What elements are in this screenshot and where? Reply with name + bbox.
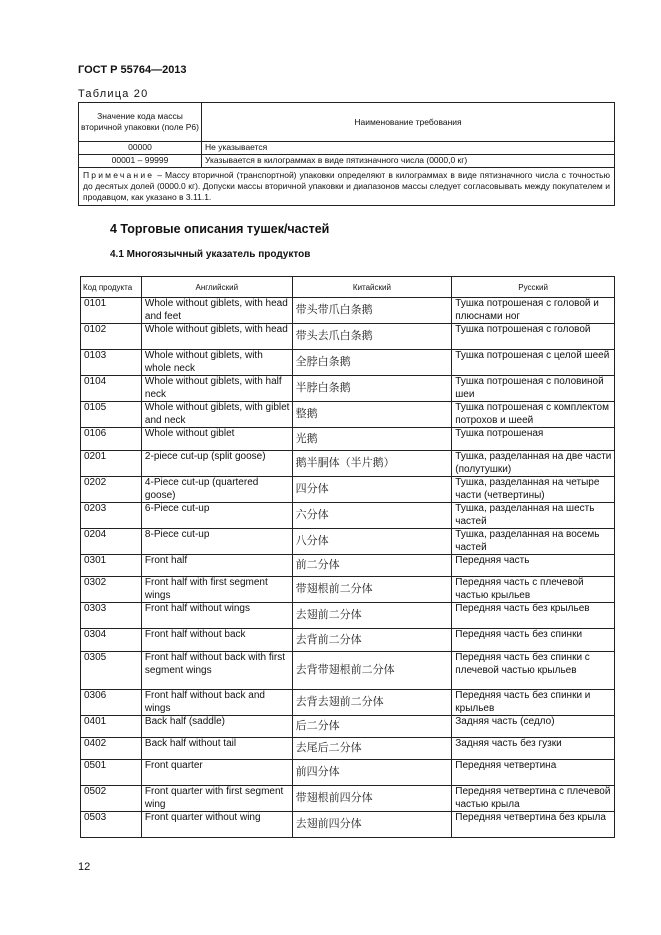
table-row bbox=[81, 298, 615, 324]
product-code-cell: 0402 bbox=[81, 738, 142, 760]
product-code-cell: 0203 bbox=[81, 503, 142, 529]
english-name-cell: 8-Piece cut-up bbox=[141, 529, 292, 555]
chinese-name-cell: 后二分体 bbox=[292, 716, 452, 738]
chinese-name-cell: 去翅前四分体 bbox=[292, 812, 452, 838]
russian-name-cell: Задняя часть без гузки bbox=[452, 738, 615, 760]
chinese-name-cell: 带头去爪白条鹅 bbox=[292, 324, 452, 350]
english-name-cell: Front half without back with first segment wings bbox=[141, 652, 292, 690]
standard-header: ГОСТ Р 55764—2013 bbox=[78, 64, 187, 76]
russian-name-cell: Передняя часть без спинки с плечевой частью крыльев bbox=[452, 652, 615, 690]
chinese-name-cell: 光鹅 bbox=[292, 428, 452, 451]
russian-name-cell: Тушка потрошеная с головой и плюснами ног bbox=[452, 298, 615, 324]
table-row bbox=[81, 376, 615, 402]
chinese-name-cell: 去翅前二分体 bbox=[292, 603, 452, 629]
product-code-cell: 0502 bbox=[81, 786, 142, 812]
table-row bbox=[81, 786, 615, 812]
col-chinese-header: Китайский bbox=[292, 277, 452, 298]
table-row bbox=[81, 428, 615, 451]
col-english-header: Английский bbox=[141, 277, 292, 298]
russian-name-cell: Передняя часть без крыльев bbox=[452, 603, 615, 629]
table-row bbox=[81, 451, 615, 477]
product-code-cell: 0301 bbox=[81, 555, 142, 577]
section-heading: 4 Торговые описания тушек/частей bbox=[110, 222, 330, 236]
russian-name-cell: Тушка потрошеная с половиной шеи bbox=[452, 376, 615, 402]
product-code-cell: 0105 bbox=[81, 402, 142, 428]
english-name-cell: Front half bbox=[141, 555, 292, 577]
table-20-caption: Таблица 20 bbox=[78, 88, 149, 100]
table-row bbox=[81, 477, 615, 503]
english-name-cell: Front half without wings bbox=[141, 603, 292, 629]
chinese-name-cell: 八分体 bbox=[292, 529, 452, 555]
chinese-name-cell: 去背去翅前二分体 bbox=[292, 690, 452, 716]
product-code-cell: 0401 bbox=[81, 716, 142, 738]
table-row bbox=[81, 324, 615, 350]
english-name-cell: Front half without back and wings bbox=[141, 690, 292, 716]
english-name-cell: Front half without back bbox=[141, 629, 292, 652]
russian-name-cell: Тушка потрошеная bbox=[452, 428, 615, 451]
english-name-cell: Front quarter with first segment wing bbox=[141, 786, 292, 812]
table-20-col1-header: Значение кода массы вторичной упаковки (поле Р6) bbox=[79, 103, 202, 142]
table-20-code: 00001 – 99999 bbox=[79, 155, 202, 168]
chinese-name-cell: 前二分体 bbox=[292, 555, 452, 577]
note-text: – Массу вторичной (транспортной) упаковки определяют в килограммах в виде пятизначного числа с точностью до десятых долей (0000.0 кг). Допуски массы вторичной упаковки и диапазонов массы следует согласовывать между покупателем и продавцом, как указано в 3.11.1. bbox=[83, 170, 610, 202]
table-row bbox=[81, 402, 615, 428]
product-code-cell: 0204 bbox=[81, 529, 142, 555]
russian-name-cell: Тушка, разделанная на шесть частей bbox=[452, 503, 615, 529]
chinese-name-cell: 半脖白条鹅 bbox=[292, 376, 452, 402]
table-20-requirement: Указывается в килограммах в виде пятизначного числа (0000,0 кг) bbox=[202, 155, 615, 168]
russian-name-cell: Передняя четвертина без крыла bbox=[452, 812, 615, 838]
product-code-cell: 0102 bbox=[81, 324, 142, 350]
table-row bbox=[81, 812, 615, 838]
english-name-cell: Back half without tail bbox=[141, 738, 292, 760]
english-name-cell: Front half with first segment wings bbox=[141, 577, 292, 603]
table-row bbox=[81, 629, 615, 652]
table-20-note bbox=[79, 168, 615, 206]
russian-name-cell: Передняя часть bbox=[452, 555, 615, 577]
english-name-cell: Whole without giblets, with giblet and neck bbox=[141, 402, 292, 428]
chinese-name-cell: 去背带翅根前二分体 bbox=[292, 652, 452, 690]
subsection-heading: 4.1 Многоязычный указатель продуктов bbox=[110, 249, 311, 260]
english-name-cell: Whole without giblets, with half neck bbox=[141, 376, 292, 402]
product-code-cell: 0303 bbox=[81, 603, 142, 629]
russian-name-cell: Тушка, разделанная на четыре части (четвертины) bbox=[452, 477, 615, 503]
russian-name-cell: Тушка потрошеная с комплектом потрохов и шеей bbox=[452, 402, 615, 428]
page-number: 12 bbox=[78, 861, 91, 873]
chinese-name-cell: 去背前二分体 bbox=[292, 629, 452, 652]
russian-name-cell: Передняя четвертина bbox=[452, 760, 615, 786]
chinese-name-cell: 全脖白条鹅 bbox=[292, 350, 452, 376]
table-20-col2-header: Наименование требования bbox=[202, 103, 615, 142]
products-table bbox=[80, 276, 615, 838]
english-name-cell: Whole without giblets, with head bbox=[141, 324, 292, 350]
table-row bbox=[81, 350, 615, 376]
table-row bbox=[81, 652, 615, 690]
chinese-name-cell: 带头带爪白条鹅 bbox=[292, 298, 452, 324]
product-code-cell: 0503 bbox=[81, 812, 142, 838]
chinese-name-cell: 前四分体 bbox=[292, 760, 452, 786]
table-row bbox=[81, 503, 615, 529]
table-row bbox=[81, 577, 615, 603]
product-code-cell: 0103 bbox=[81, 350, 142, 376]
russian-name-cell: Передняя часть с плечевой частью крыльев bbox=[452, 577, 615, 603]
product-code-cell: 0106 bbox=[81, 428, 142, 451]
english-name-cell: 6-Piece cut-up bbox=[141, 503, 292, 529]
product-code-cell: 0302 bbox=[81, 577, 142, 603]
table-row bbox=[81, 760, 615, 786]
english-name-cell: Front quarter bbox=[141, 760, 292, 786]
english-name-cell: 2-piece cut-up (split goose) bbox=[141, 451, 292, 477]
product-code-cell: 0202 bbox=[81, 477, 142, 503]
english-name-cell: 4-Piece cut-up (quartered goose) bbox=[141, 477, 292, 503]
col-russian-header: Русский bbox=[452, 277, 615, 298]
table-row bbox=[81, 529, 615, 555]
english-name-cell: Back half (saddle) bbox=[141, 716, 292, 738]
table-row bbox=[81, 738, 615, 760]
col-code-header: Код продукта bbox=[81, 277, 142, 298]
product-code-cell: 0501 bbox=[81, 760, 142, 786]
products-table-body bbox=[81, 298, 615, 838]
table-20-code: 00000 bbox=[79, 142, 202, 155]
english-name-cell: Front quarter without wing bbox=[141, 812, 292, 838]
table-row bbox=[81, 690, 615, 716]
chinese-name-cell: 六分体 bbox=[292, 503, 452, 529]
chinese-name-cell: 四分体 bbox=[292, 477, 452, 503]
table-20 bbox=[78, 102, 615, 206]
english-name-cell: Whole without giblets, with head and feet bbox=[141, 298, 292, 324]
russian-name-cell: Тушка потрошеная с головой bbox=[452, 324, 615, 350]
product-code-cell: 0201 bbox=[81, 451, 142, 477]
product-code-cell: 0104 bbox=[81, 376, 142, 402]
product-code-cell: 0101 bbox=[81, 298, 142, 324]
table-20-requirement: Не указывается bbox=[202, 142, 615, 155]
product-code-cell: 0306 bbox=[81, 690, 142, 716]
russian-name-cell: Передняя часть без спинки и крыльев bbox=[452, 690, 615, 716]
russian-name-cell: Передняя часть без спинки bbox=[452, 629, 615, 652]
russian-name-cell: Задняя часть (седло) bbox=[452, 716, 615, 738]
russian-name-cell: Тушка, разделанная на две части (полутушки) bbox=[452, 451, 615, 477]
product-code-cell: 0305 bbox=[81, 652, 142, 690]
russian-name-cell: Тушка потрошеная с целой шеей bbox=[452, 350, 615, 376]
english-name-cell: Whole without giblets, with whole neck bbox=[141, 350, 292, 376]
product-code-cell: 0304 bbox=[81, 629, 142, 652]
chinese-name-cell: 去尾后二分体 bbox=[292, 738, 452, 760]
note-label: Примечание bbox=[83, 170, 155, 180]
chinese-name-cell: 整鹅 bbox=[292, 402, 452, 428]
chinese-name-cell: 带翅根前二分体 bbox=[292, 577, 452, 603]
chinese-name-cell: 带翅根前四分体 bbox=[292, 786, 452, 812]
english-name-cell: Whole without giblet bbox=[141, 428, 292, 451]
table-row bbox=[81, 603, 615, 629]
table-row bbox=[81, 716, 615, 738]
chinese-name-cell: 鹅半胴体（半片鹅） bbox=[292, 451, 452, 477]
russian-name-cell: Передняя четвертина с плечевой частью крыла bbox=[452, 786, 615, 812]
table-row bbox=[81, 555, 615, 577]
russian-name-cell: Тушка, разделанная на восемь частей bbox=[452, 529, 615, 555]
